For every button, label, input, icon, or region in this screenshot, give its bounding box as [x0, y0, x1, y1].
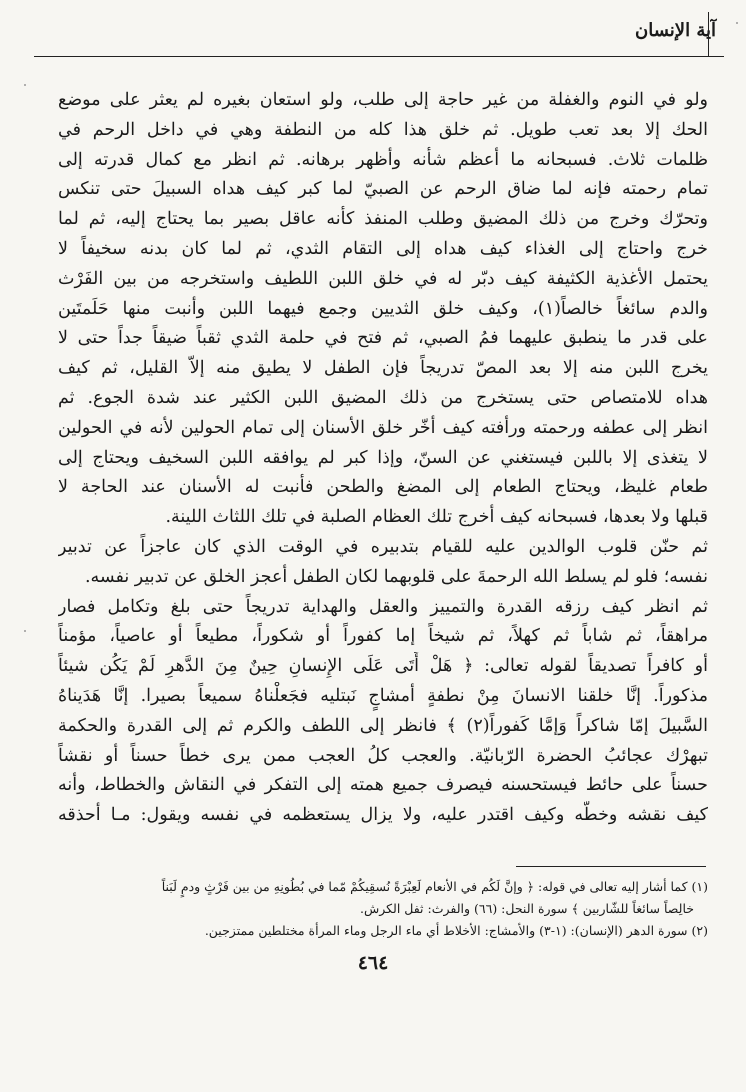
- scan-speck: [736, 22, 738, 24]
- header-rule: [34, 56, 724, 57]
- body-line: طعام غليظ، ويحتاج الطعام إلى المضغ والطحن فأنبت له الأسنان عند الحاجة لا: [58, 477, 708, 498]
- body-line: ثم حنّن قلوب الوالدين عليه للقيام بتدبيره في الوقت الذي كان عاجزاً عن تدبير: [58, 536, 708, 557]
- body-line: تبهرْك عجائبُ الحضرة الرّبانيّة. والعجب كلُ العجب ممن يرى خطاً حسناً أو نقشاً: [58, 745, 708, 766]
- header-rule-tick: [708, 12, 709, 56]
- body-line: ولو في النوم والغفلة من غير حاجة إلى طلب، ولو استعان بغيره لم يعثر على موضع: [58, 90, 708, 110]
- body-line: مذكوراً. إنَّا خلقنا الانسانَ مِنْ نطفةٍ أمشاجٍ نَبتليه فجَعلْناهُ سميعاً بصيرا. إنَّا هَدَيناهُ: [58, 685, 708, 706]
- body-line: كيف نقشه وخطّه وكيف اقتدر عليه، ولا يزال يستعظمه في نفسه ويقول: مـا أحذقه: [58, 805, 708, 826]
- body-line: ظلمات ثلاث. فسبحانه ما أعظم شأنه وأظهر برهانه. ثم انظر مع كمال قدرته إلى: [58, 149, 708, 170]
- body-line: خرج واحتاج إلى الغذاء كيف هداه إلى التقام الثدي، ثم لما كان بدنه سخيفاً لا: [58, 238, 708, 259]
- body-line: مراهقاً، ثم شاباً ثم كهلاً، ثم شيخاً إما كفوراً أو شكوراً، مطيعاً أو عاصياً، مؤمناً: [58, 626, 708, 647]
- body-line: تمام رحمته فإنه لما ضاق الرحم عن الصبيّ لما كبر كيف هداه السبيلَ حتى تنكس: [58, 179, 708, 200]
- body-line: قبلها ولا بعدها، فسبحانه كيف أخرج تلك العظام الصلبة في تلك اللثاث اللينة.: [165, 507, 708, 528]
- body-line: يخرج اللبن منه إلا بعد المصّ تدريجاً فإن الطفل لا يطيق منه إلاّ القليل، ثم كيف: [58, 358, 708, 379]
- body-line: هداه للامتصاص حتى يستخرج من ذلك المضيق اللبن الكثير عند شدة الجوع. ثم: [58, 387, 708, 408]
- body-line: نفسه؛ فلو لم يسلط الله الرحمةَ على قلوبهما لكان الطفل أعجز الخلق عن تدبير نفسه.: [84, 566, 708, 587]
- body-line: أو كافراً تصديقاً لقوله تعالى: ﴿ هَلْ أَتَى عَلَى الإِنسانِ حِينٌ مِنَ الدَّهرِ لَمْ يَكُن شيئاً: [58, 656, 708, 677]
- body-line: والدم سائغاً خالصاً(١)، وكيف خلق الثديين وجمع فيهما اللبن وأنبت منها حَلَمتَين: [58, 298, 708, 319]
- body-line: وتحرّك وخرج من ذلك المضيق وطلب المنفذ كأنه عاقل بصير بما يحتاج إليه، ثم لما: [58, 209, 708, 230]
- footnote-1-continuation: خالِصاً سائغاً للشّاربين ﴾ سورة النحل: (٦٦) والفرث: ثفل الكرش.: [359, 901, 694, 916]
- scan-speck: [24, 630, 26, 632]
- body-line: لا يتغذى إلا باللبن فيستغني عن السنّ، وإذا كبر لم يوافقه اللبن السخيف ويحتاج إلى: [58, 447, 708, 468]
- footnote-2: (٢) سورة الدهر (الإنسان): (١-٣) والأمشاج: الأخلاط أي ماء الرجل وماء المرأة مختلطين ممتزجين.: [204, 923, 708, 938]
- body-line: السَّبيلَ إمّا شاكراً وَإمَّا كَفوراً(٢) ﴾ فانظر إلى اللطف والكرم ثم إلى القدرة والحكمة: [58, 715, 708, 736]
- body-line: يحتمل الأغذية الكثيفة كيف دبّر له في خلق اللبن اللطيف واستخرجه من بين الفَرْث: [58, 268, 708, 289]
- page-number: ٤٦٤: [357, 952, 389, 974]
- body-line: الحك إلا بعد تعب طويل. ثم خلق هذا كله من النطفة وهي في داخل الرحم في: [58, 119, 708, 140]
- body-line: حسناً على حائط فيستحسنه فيصرف جميع همته إلى التفكر في النقاش والخطاط، وأنه: [58, 775, 708, 796]
- running-title: آية الإنسان: [635, 20, 716, 41]
- footnote-rule: [516, 866, 706, 867]
- body-line: ثم انظر كيف رزقه القدرة والتمييز والعقل والهداية تدريجاً حتى بلغ وتكامل فصار: [58, 596, 708, 617]
- scan-speck: [24, 84, 26, 86]
- body-line: على قدر ما ينطبق عليهما فمُ الصبي، ثم فتح في حلمة الثدي ثقباً ضيقاً جداً حتى لا: [58, 328, 708, 349]
- body-line: انظر إلى عطفه ورحمته ورأفته كيف أخّر خلق الأسنان إلى تمام الحولين لأنه في الحولين: [58, 417, 708, 438]
- footnotes: [58, 876, 708, 942]
- body-text: [58, 86, 708, 831]
- footnote-1: (١) كما أشار إليه تعالى في قوله: ﴿ وإنَّ لَكُم في الأنعام لَعِبْرَةً نُسقِيكُمْ مّما في بُطُونِهِ من بين فَرْثٍ ودمٍ لَبَناً: [161, 879, 708, 894]
